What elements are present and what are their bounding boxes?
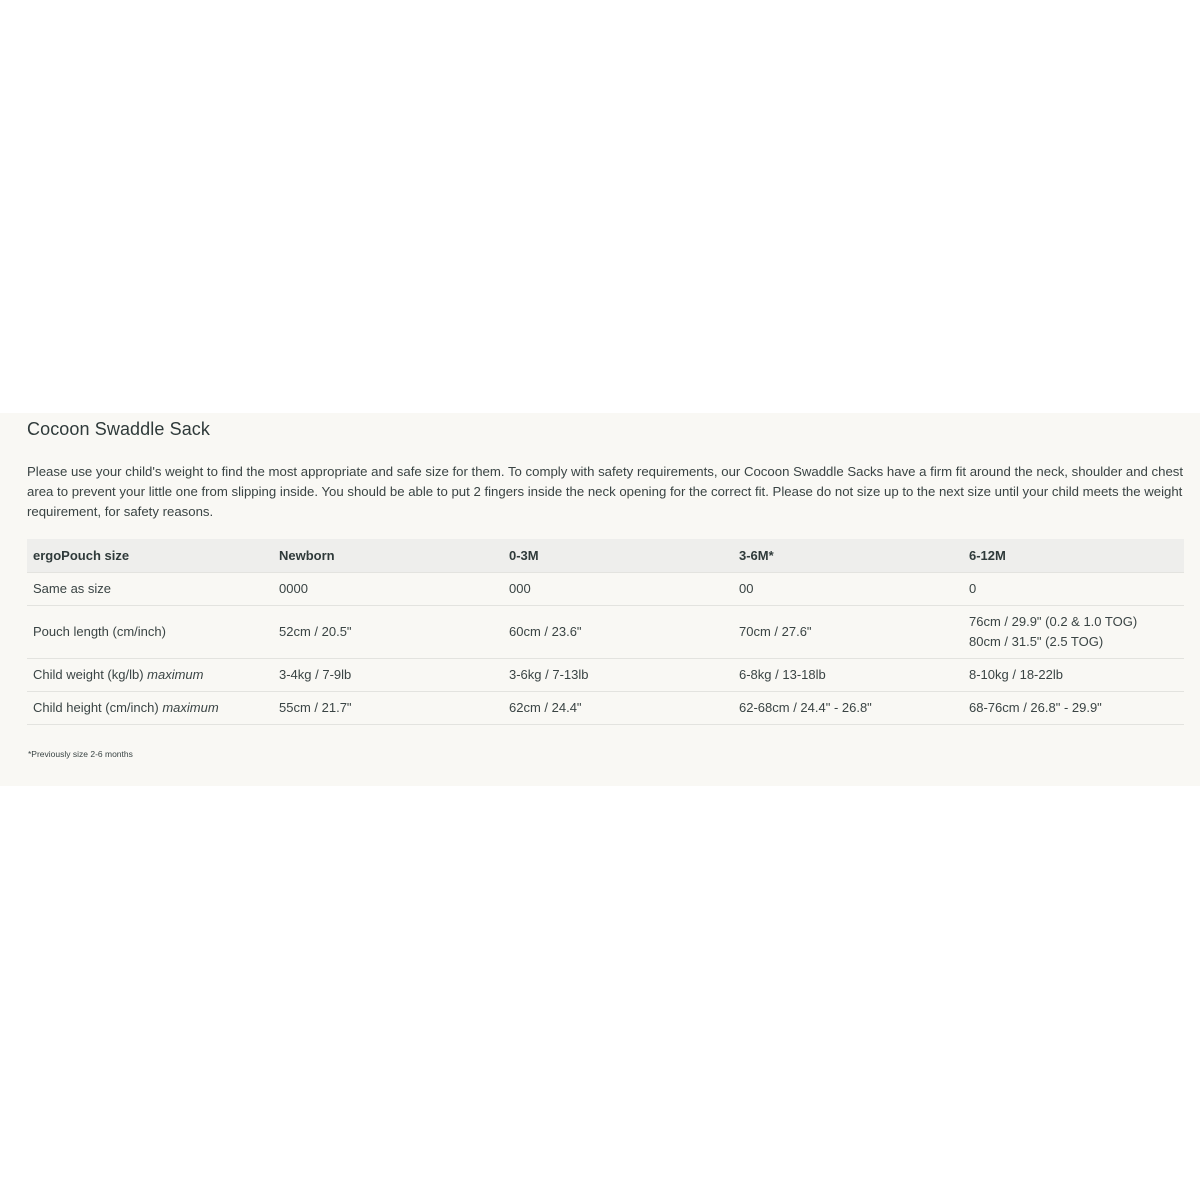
size-guide-panel <box>0 413 1200 786</box>
table-cell: 62-68cm / 24.4" - 26.8" <box>733 691 963 724</box>
table-cell: 0 <box>963 572 1184 605</box>
table-cell: 68-76cm / 26.8" - 29.9" <box>963 691 1184 724</box>
table-cell: 60cm / 23.6" <box>503 605 733 658</box>
table-cell: 55cm / 21.7" <box>273 691 503 724</box>
table-cell: 52cm / 20.5" <box>273 605 503 658</box>
table-row <box>27 572 1184 605</box>
row-label-suffix: maximum <box>147 667 204 682</box>
cell-line: 76cm / 29.9" (0.2 & 1.0 TOG) <box>969 613 1138 629</box>
table-row <box>27 605 1184 658</box>
row-label <box>27 572 273 605</box>
cell-line: 80cm / 31.5" (2.5 TOG) <box>969 633 1104 649</box>
intro-paragraph: Please use your child's weight to find the most appropriate and safe size for them. To comply with safety requirements, our Cocoon Swaddle Sacks have a firm fit around the neck, shoulder and chest area to prevent your little one from slipping inside. You should be able to put 2 fingers inside the neck opening for the correct fit. Please do not size up to the next size until your child meets the weight requirement, for safety reasons. <box>27 464 1184 519</box>
row-label <box>27 658 273 691</box>
footnote: *Previously size 2-6 months <box>28 749 133 759</box>
size-table <box>27 539 1184 725</box>
table-row <box>27 691 1184 724</box>
header-cell-6-12m: 6-12M <box>963 539 1184 572</box>
table-row <box>27 658 1184 691</box>
table-cell: 62cm / 24.4" <box>503 691 733 724</box>
header-cell-newborn: Newborn <box>273 539 503 572</box>
header-cell-0-3m: 0-3M <box>503 539 733 572</box>
header-cell-size: ergoPouch size <box>27 539 273 572</box>
table-header-row <box>27 539 1184 572</box>
row-label-suffix: maximum <box>162 700 219 715</box>
row-label <box>27 691 273 724</box>
table-cell-multiline <box>963 605 1184 658</box>
table-cell: 0000 <box>273 572 503 605</box>
row-label-text: Pouch length (cm/inch) <box>33 624 166 639</box>
table-cell: 8-10kg / 18-22lb <box>963 658 1184 691</box>
row-label-text: Same as size <box>33 581 112 596</box>
table-cell: 3-6kg / 7-13lb <box>503 658 733 691</box>
table-cell: 70cm / 27.6" <box>733 605 963 658</box>
table-cell: 00 <box>733 572 963 605</box>
table-cell: 6-8kg / 13-18lb <box>733 658 963 691</box>
table-cell: 3-4kg / 7-9lb <box>273 658 503 691</box>
row-label <box>27 605 273 658</box>
row-label-text: Child height (cm/inch) <box>33 700 163 715</box>
page-title: Cocoon Swaddle Sack <box>27 419 211 439</box>
header-cell-3-6m: 3-6M* <box>733 539 963 572</box>
table-cell: 000 <box>503 572 733 605</box>
row-label-text: Child weight (kg/lb) <box>33 667 148 682</box>
